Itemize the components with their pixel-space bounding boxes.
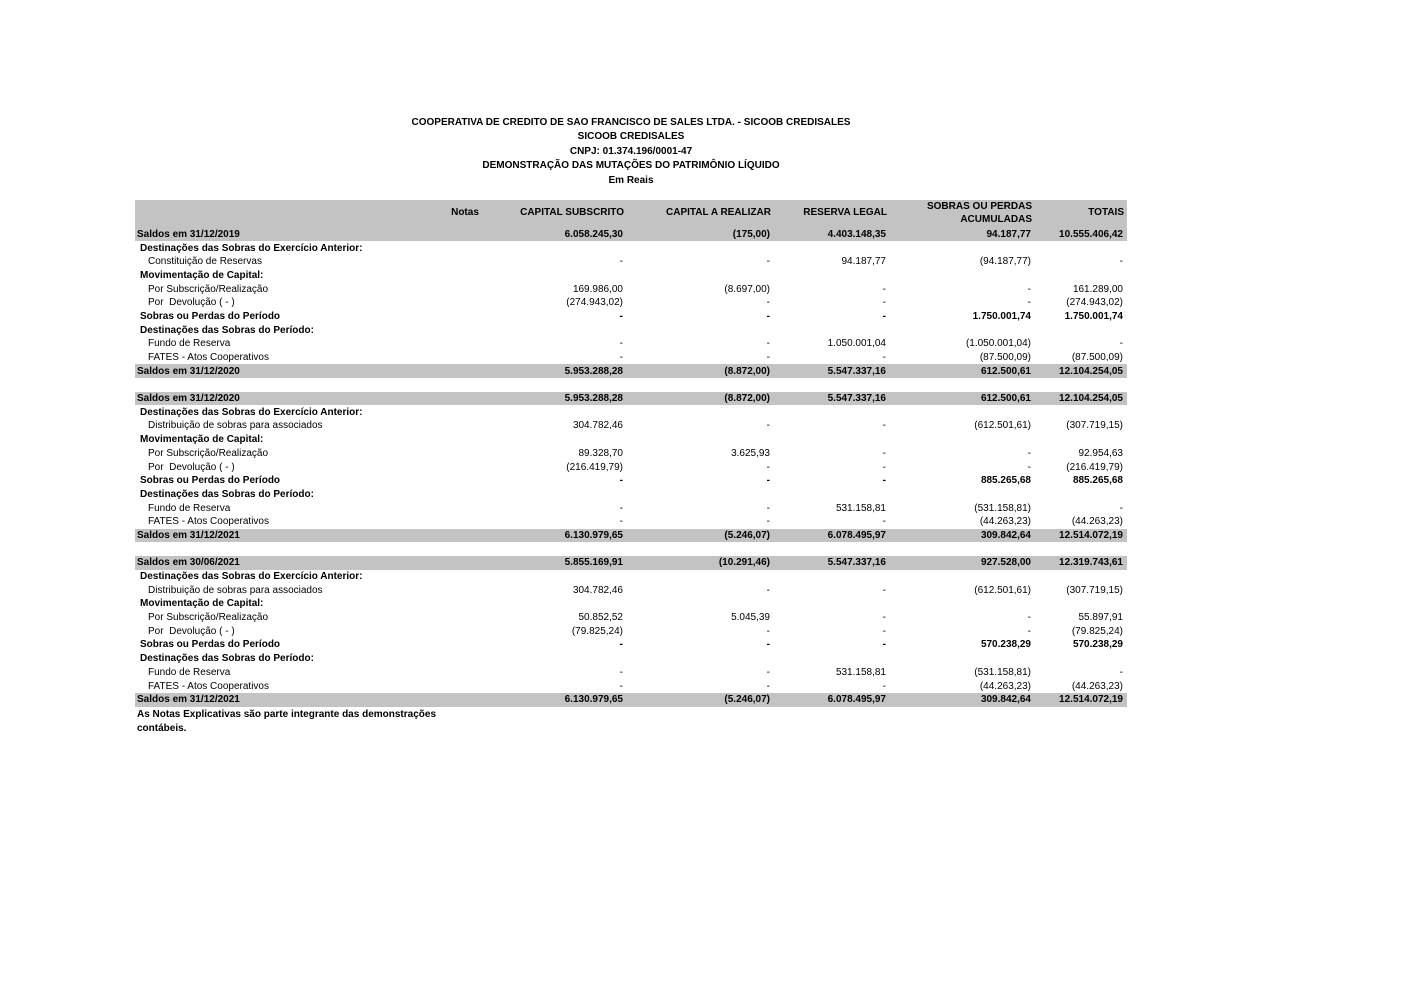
cell-capital-a-realizar: (5.246,07) xyxy=(724,529,770,541)
row-label: Por Subscrição/Realização xyxy=(148,283,269,295)
cell-capital-subscrito: 6.130.979,65 xyxy=(564,529,623,541)
currency-note: Em Reais xyxy=(608,174,654,186)
cell-sobras-acumuladas: (44.263,23) xyxy=(979,680,1031,692)
cell-capital-a-realizar: (8.872,00) xyxy=(724,365,770,377)
cell-capital-a-realizar: - xyxy=(766,666,770,678)
cell-capital-subscrito: 5.953.288,28 xyxy=(564,393,623,405)
cell-capital-subscrito: - xyxy=(619,352,623,364)
table-row xyxy=(135,611,1127,625)
row-label: Fundo de Reserva xyxy=(148,666,231,678)
row-label: Destinações das Sobras do Exercício Anterior: xyxy=(140,242,363,254)
row-label: Movimentação de Capital: xyxy=(140,598,264,610)
table-row xyxy=(135,474,1127,488)
cell-capital-a-realizar: - xyxy=(766,584,770,596)
table-body xyxy=(135,228,1127,707)
cell-capital-subscrito: (216.419,79) xyxy=(566,461,623,473)
cell-capital-a-realizar: - xyxy=(766,502,770,514)
cell-totais: (87.500,09) xyxy=(1071,352,1123,364)
table-row xyxy=(135,447,1127,461)
cell-sobras-acumuladas: 94.187,77 xyxy=(986,228,1031,240)
cell-totais: (216.419,79) xyxy=(1066,461,1123,473)
table-row xyxy=(135,679,1127,693)
table-row xyxy=(135,570,1127,584)
cell-reserva-legal: - xyxy=(882,584,886,596)
cell-capital-a-realizar: - xyxy=(766,256,770,268)
cell-sobras-acumuladas: 1.750.001,74 xyxy=(972,310,1031,322)
row-label: Constituição de Reservas xyxy=(148,256,262,268)
cell-reserva-legal: 531.158,81 xyxy=(835,666,886,678)
table-row xyxy=(135,282,1127,296)
table-row xyxy=(135,556,1127,570)
table-row xyxy=(135,364,1127,378)
cell-totais: 12.104.254,05 xyxy=(1059,365,1123,377)
cell-sobras-acumuladas: - xyxy=(1027,297,1031,309)
cell-capital-a-realizar: (10.291,46) xyxy=(718,557,770,569)
row-label: Por Devolução ( - ) xyxy=(148,461,235,473)
table-row xyxy=(135,419,1127,433)
footnote-line-1: As Notas Explicativas são parte integrante das demonstrações xyxy=(137,709,436,720)
row-label: Saldos em 31/12/2019 xyxy=(137,228,240,240)
cell-totais: 570.238,29 xyxy=(1072,639,1123,651)
cell-capital-subscrito: 6.058.245,30 xyxy=(564,228,623,240)
table-row xyxy=(135,255,1127,269)
cell-capital-a-realizar: - xyxy=(766,297,770,309)
row-label: Distribuição de sobras para associados xyxy=(148,420,323,432)
cell-sobras-acumuladas: - xyxy=(1027,447,1031,459)
cell-totais: - xyxy=(1119,502,1123,514)
cell-sobras-acumuladas: (612.501,61) xyxy=(974,584,1031,596)
cell-sobras-acumuladas: - xyxy=(1027,283,1031,295)
cell-reserva-legal: - xyxy=(882,612,886,624)
statement-title: DEMONSTRAÇÃO DAS MUTAÇÕES DO PATRIMÔNIO LÍQUIDO xyxy=(482,160,780,172)
cell-capital-a-realizar: (8.697,00) xyxy=(724,283,770,295)
column-header-capital-subscrito: CAPITAL SUBSCRITO xyxy=(520,207,624,219)
cell-reserva-legal: - xyxy=(882,475,886,487)
cell-reserva-legal: 5.547.337,16 xyxy=(827,557,886,569)
cell-capital-subscrito: 169.986,00 xyxy=(572,283,623,295)
row-label: Saldos em 31/12/2020 xyxy=(137,365,240,377)
row-label: Saldos em 31/12/2021 xyxy=(137,529,240,541)
row-label: FATES - Atos Cooperativos xyxy=(148,352,269,364)
row-label: Distribuição de sobras para associados xyxy=(148,584,323,596)
table-row xyxy=(135,351,1127,365)
cell-capital-a-realizar: - xyxy=(766,338,770,350)
cell-capital-subscrito: - xyxy=(619,256,623,268)
table-row xyxy=(135,515,1127,529)
cell-sobras-acumuladas: 309.842,64 xyxy=(980,529,1031,541)
cell-totais: 12.104.254,05 xyxy=(1059,393,1123,405)
row-label: Movimentação de Capital: xyxy=(140,434,264,446)
cell-capital-subscrito: 6.130.979,65 xyxy=(564,694,623,706)
cell-capital-a-realizar: - xyxy=(766,352,770,364)
cell-totais: 885.265,68 xyxy=(1072,475,1123,487)
cell-reserva-legal: - xyxy=(882,297,886,309)
table-row xyxy=(135,405,1127,419)
footnote-line-2: contábeis. xyxy=(137,722,187,734)
table-row xyxy=(135,392,1127,406)
cell-totais: (307.719,15) xyxy=(1066,584,1123,596)
cell-capital-a-realizar: (5.246,07) xyxy=(724,694,770,706)
footnote xyxy=(137,708,436,735)
cell-reserva-legal: - xyxy=(882,283,886,295)
cell-capital-subscrito: 304.782,46 xyxy=(572,420,623,432)
table-row xyxy=(135,501,1127,515)
table-row xyxy=(135,323,1127,337)
cell-totais: (44.263,23) xyxy=(1071,516,1123,528)
row-label: Sobras ou Perdas do Período xyxy=(140,310,281,322)
row-label: Destinações das Sobras do Período: xyxy=(140,653,314,665)
cell-capital-subscrito: 5.855.169,91 xyxy=(564,557,623,569)
cell-capital-subscrito: 89.328,70 xyxy=(578,447,623,459)
cell-capital-subscrito: 304.782,46 xyxy=(572,584,623,596)
cnpj: CNPJ: 01.374.196/0001-47 xyxy=(569,145,693,157)
cell-reserva-legal: - xyxy=(882,447,886,459)
cell-sobras-acumuladas: (87.500,09) xyxy=(979,352,1031,364)
row-label: Destinações das Sobras do Exercício Anterior: xyxy=(140,571,363,583)
cell-reserva-legal: 5.547.337,16 xyxy=(827,365,886,377)
cell-capital-subscrito: 50.852,52 xyxy=(578,612,623,624)
cell-reserva-legal: - xyxy=(882,310,886,322)
cell-capital-a-realizar: - xyxy=(766,516,770,528)
column-header-notas: Notas xyxy=(451,207,479,219)
cell-reserva-legal: 5.547.337,16 xyxy=(827,393,886,405)
cell-reserva-legal: - xyxy=(882,625,886,637)
row-label: Destinações das Sobras do Período: xyxy=(140,488,314,500)
cell-sobras-acumuladas: 927.528,00 xyxy=(980,557,1031,569)
table-row xyxy=(135,460,1127,474)
cell-totais: 92.954,63 xyxy=(1078,447,1123,459)
cell-capital-a-realizar: - xyxy=(766,639,770,651)
cell-capital-a-realizar: 5.045,39 xyxy=(731,612,770,624)
table-row xyxy=(135,337,1127,351)
row-label: Por Devolução ( - ) xyxy=(148,625,235,637)
cell-reserva-legal: - xyxy=(882,420,886,432)
table-row xyxy=(135,433,1127,447)
section-gap xyxy=(135,378,1127,392)
cell-reserva-legal: 6.078.495,97 xyxy=(827,694,886,706)
row-label: Sobras ou Perdas do Período xyxy=(140,475,281,487)
row-label: Fundo de Reserva xyxy=(148,338,231,350)
row-label: Saldos em 30/06/2021 xyxy=(137,557,240,569)
trade-name: SICOOB CREDISALES xyxy=(577,131,685,143)
table-row xyxy=(135,310,1127,324)
table-row xyxy=(135,269,1127,283)
table-row xyxy=(135,488,1127,502)
cell-capital-subscrito: - xyxy=(619,310,623,322)
cell-totais: 55.897,91 xyxy=(1078,612,1123,624)
cell-reserva-legal: 94.187,77 xyxy=(841,256,886,268)
cell-sobras-acumuladas: (531.158,81) xyxy=(974,666,1031,678)
table-row xyxy=(135,666,1127,680)
cell-totais: (274.943,02) xyxy=(1066,297,1123,309)
cell-capital-a-realizar: (8.872,00) xyxy=(724,393,770,405)
row-label: Movimentação de Capital: xyxy=(140,269,264,281)
cell-sobras-acumuladas: - xyxy=(1027,612,1031,624)
cell-capital-a-realizar: - xyxy=(766,310,770,322)
table-row xyxy=(135,296,1127,310)
cell-sobras-acumuladas: (612.501,61) xyxy=(974,420,1031,432)
cell-capital-subscrito: - xyxy=(619,475,623,487)
cell-totais: 161.289,00 xyxy=(1072,283,1123,295)
row-label: Sobras ou Perdas do Período xyxy=(140,639,281,651)
column-header-reserva-legal: RESERVA LEGAL xyxy=(803,207,887,219)
cell-totais: 10.555.406,42 xyxy=(1059,228,1123,240)
cell-reserva-legal: - xyxy=(882,639,886,651)
cell-capital-subscrito: - xyxy=(619,666,623,678)
cell-reserva-legal: - xyxy=(882,680,886,692)
cell-capital-subscrito: - xyxy=(619,680,623,692)
cell-capital-subscrito: - xyxy=(619,516,623,528)
cell-capital-a-realizar: - xyxy=(766,625,770,637)
cell-capital-subscrito: - xyxy=(619,338,623,350)
table-row xyxy=(135,638,1127,652)
cell-totais: - xyxy=(1119,338,1123,350)
cell-capital-subscrito: (79.825,24) xyxy=(571,625,623,637)
cell-totais: 12.514.072,19 xyxy=(1059,694,1123,706)
cell-capital-a-realizar: (175,00) xyxy=(732,228,770,240)
cell-capital-subscrito: - xyxy=(619,502,623,514)
table-row xyxy=(135,228,1127,242)
table-row xyxy=(135,652,1127,666)
row-label: Saldos em 31/12/2020 xyxy=(137,393,240,405)
table-row xyxy=(135,624,1127,638)
company-name: COOPERATIVA DE CREDITO DE SAO FRANCISCO DE SALES LTDA. - SICOOB CREDISALES xyxy=(411,117,851,128)
row-label: Por Devolução ( - ) xyxy=(148,297,235,309)
cell-reserva-legal: - xyxy=(882,352,886,364)
table-row xyxy=(135,529,1127,543)
column-header-sobras-acumuladas: SOBRAS OU PERDAS ACUMULADAS xyxy=(926,200,1032,225)
cell-totais: 12.514.072,19 xyxy=(1059,529,1123,541)
cell-sobras-acumuladas: 570.238,29 xyxy=(980,639,1031,651)
cell-reserva-legal: 531.158,81 xyxy=(835,502,886,514)
cell-capital-a-realizar: 3.625,93 xyxy=(731,447,770,459)
row-label: Por Subscrição/Realização xyxy=(148,612,269,624)
table-row xyxy=(135,583,1127,597)
row-label: Saldos em 31/12/2021 xyxy=(137,694,240,706)
cell-totais: (307.719,15) xyxy=(1066,420,1123,432)
table-header-row xyxy=(135,200,1127,228)
table-row xyxy=(135,597,1127,611)
row-label: Destinações das Sobras do Período: xyxy=(140,324,314,336)
cell-reserva-legal: 4.403.148,35 xyxy=(827,228,886,240)
cell-capital-a-realizar: - xyxy=(766,680,770,692)
column-header-capital-a-realizar: CAPITAL A REALIZAR xyxy=(666,207,771,219)
table-row xyxy=(135,693,1127,707)
cell-capital-a-realizar: - xyxy=(766,475,770,487)
cell-totais: - xyxy=(1119,666,1123,678)
cell-sobras-acumuladas: (1.050.001,04) xyxy=(965,338,1031,350)
cell-capital-a-realizar: - xyxy=(766,420,770,432)
section-gap xyxy=(135,542,1127,556)
cell-capital-a-realizar: - xyxy=(766,461,770,473)
cell-capital-subscrito: - xyxy=(619,639,623,651)
row-label: Destinações das Sobras do Exercício Anterior: xyxy=(140,406,363,418)
cell-sobras-acumuladas: 309.842,64 xyxy=(980,694,1031,706)
cell-sobras-acumuladas: (531.158,81) xyxy=(974,502,1031,514)
row-label: Fundo de Reserva xyxy=(148,502,231,514)
equity-statement-table xyxy=(135,200,1127,707)
cell-reserva-legal: - xyxy=(882,461,886,473)
cell-totais: (44.263,23) xyxy=(1071,680,1123,692)
row-label: FATES - Atos Cooperativos xyxy=(148,516,269,528)
cell-capital-subscrito: 5.953.288,28 xyxy=(564,365,623,377)
cell-sobras-acumuladas: 612.500,61 xyxy=(980,393,1031,405)
cell-reserva-legal: - xyxy=(882,516,886,528)
row-label: FATES - Atos Cooperativos xyxy=(148,680,269,692)
cell-sobras-acumuladas: 885.265,68 xyxy=(980,475,1031,487)
column-header-totais: TOTAIS xyxy=(1088,207,1124,219)
document-header xyxy=(135,116,1127,188)
cell-sobras-acumuladas: - xyxy=(1027,625,1031,637)
cell-sobras-acumuladas: (94.187,77) xyxy=(979,256,1031,268)
cell-capital-subscrito: (274.943,02) xyxy=(566,297,623,309)
cell-reserva-legal: 1.050.001,04 xyxy=(827,338,886,350)
cell-totais: (79.825,24) xyxy=(1071,625,1123,637)
cell-sobras-acumuladas: (44.263,23) xyxy=(979,516,1031,528)
cell-sobras-acumuladas: - xyxy=(1027,461,1031,473)
cell-totais: 12.319.743,61 xyxy=(1059,557,1123,569)
cell-reserva-legal: 6.078.495,97 xyxy=(827,529,886,541)
cell-totais: - xyxy=(1119,256,1123,268)
cell-sobras-acumuladas: 612.500,61 xyxy=(980,365,1031,377)
cell-totais: 1.750.001,74 xyxy=(1064,310,1123,322)
row-label: Por Subscrição/Realização xyxy=(148,447,269,459)
table-row xyxy=(135,241,1127,255)
